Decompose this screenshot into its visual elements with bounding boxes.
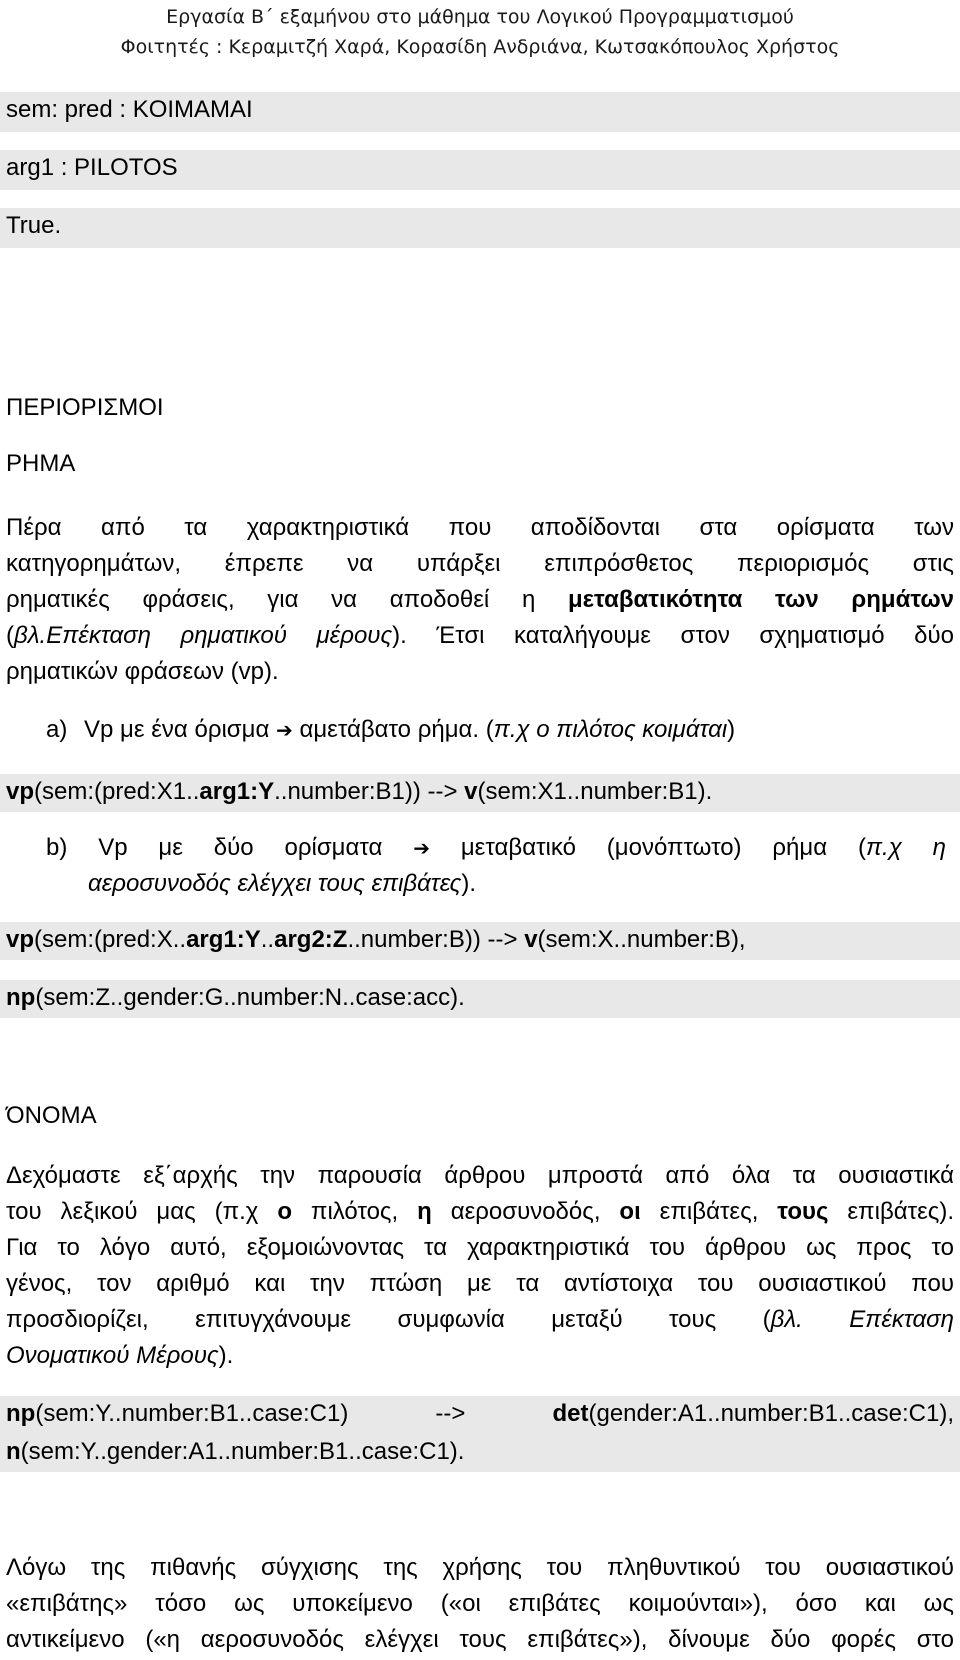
arrow-icon: ➔ (413, 836, 430, 860)
output-arg1-line: arg1 : PILOTOS (0, 150, 960, 190)
noun-paragraph-line-2: του λεξικού μας (π.χ ο πιλότος, η αεροσυνοδός, οι επιβάτες, τους επιβάτες). (6, 1198, 955, 1225)
noun-paragraph-line-4: γένος, τον αριθμό και την πτώση με τα αντίστοιχα του ουσιαστικού που (6, 1270, 954, 1297)
example-b-part-2: αεροσυνοδός ελέγχει τους επιβάτες (88, 870, 462, 897)
verb-paragraph-line-4: (βλ.Επέκταση ρηματικού μέρους). Έτσι καταλήγουμε στον σχηματισμό δύο (6, 622, 955, 649)
list-label-b: b) (46, 834, 68, 861)
noun-extension-reference-1: βλ. Επέκταση (770, 1306, 954, 1333)
course-title: Εργασία Β΄ εξαμήνου στο μάθημα του Λογικού Προγραμματισμού (166, 6, 794, 28)
verb-paragraph-line-5: ρηματικών φράσεων (vp). (6, 658, 279, 685)
output-result-line: True. (0, 208, 960, 248)
noun-paragraph-line-3: Για το λόγο αυτό, εξομοιώνοντας τα χαρακτηριστικά του άρθρου ως προς το (6, 1234, 954, 1261)
rule-vp-transitive-line-1: vp(sem:(pred:X..arg1:Y..arg2:Z..number:B)) --> v(sem:X..number:B), (0, 922, 960, 960)
verb-heading: ΡΗΜΑ (6, 450, 76, 477)
example-b-part-1: π.χ η (865, 834, 946, 861)
verb-paragraph-line-3: ρηματικές φράσεις, για να αποδοθεί η μεταβατικότητα των ρημάτων (6, 586, 955, 613)
document-header (0, 2, 960, 62)
output-sem-line: sem: pred : KOIMAMAI (0, 92, 960, 132)
noun-extension-reference-2: Ονοματικού Μέρους (6, 1342, 219, 1369)
students-line: Φοιτητές : Κεραμιτζή Χαρά, Κορασίδη Ανδριάνα, Κωτσακόπουλος Χρήστος (120, 36, 840, 58)
list-item-a: a) Vp με ένα όρισμα ➔ αμετάβατο ρήμα. (π.χ ο πιλότος κοιμάται) (46, 716, 736, 743)
verb-paragraph-line-2: κατηγορημάτων, έπρεπε να υπάρξει επιπρόσθετος περιορισμός στις (6, 550, 954, 577)
noun-paragraph-line-5: προσδιορίζει, επιτυγχάνουμε συμφωνία μεταξύ τους (βλ. Επέκταση (6, 1306, 954, 1333)
rule-np-line-1: np(sem:Y..number:B1..case:C1) --> det(gender:A1..number:B1..case:C1), (0, 1396, 960, 1434)
section-title-restrictions: ΠΕΡΙΟΡΙΣΜΟΙ (6, 394, 164, 421)
list-item-b-continued: αεροσυνοδός ελέγχει τους επιβάτες). (88, 870, 477, 897)
final-paragraph-line-2: «επιβάτης» τόσο ως υποκείμενο («οι επιβάτες κοιμούνται»), όσο και ως (6, 1590, 954, 1617)
rule-vp-transitive-line-2: np(sem:Z..gender:G..number:N..case:acc). (0, 980, 960, 1018)
rule-np-line-2: n(sem:Y..gender:A1..number:B1..case:C1). (0, 1434, 960, 1472)
verb-paragraph-line-1: Πέρα από τα χαρακτηριστικά που αποδίδονται στα ορίσματα των (6, 514, 954, 541)
list-item-b: b) Vp με δύο ορίσματα ➔ μεταβατικό (μονόπτωτο) ρήμα (π.χ η (46, 834, 946, 861)
noun-paragraph-line-1: Δεχόμαστε εξ΄αρχής την παρουσία άρθρου μπροστά από όλα τα ουσιαστικά (6, 1162, 954, 1189)
transitivity-emphasis: μεταβατικότητα των ρημάτων (567, 586, 955, 613)
final-paragraph-line-3: αντικείμενο («η αεροσυνοδός ελέγχει τους επιβάτες»), δίνουμε δύο φορές στο (6, 1626, 954, 1653)
list-label-a: a) (46, 716, 68, 743)
example-a: π.χ ο πιλότος κοιμάται (493, 716, 728, 743)
rule-vp-intransitive: vp(sem:(pred:X1..arg1:Y..number:B1)) --> v(sem:X1..number:B1). (0, 774, 960, 812)
noun-paragraph-line-6: Ονοματικού Μέρους). (6, 1342, 234, 1369)
final-paragraph-line-1: Λόγω της πιθανής σύγχισης της χρήσης του πληθυντικού του ουσιαστικού (6, 1554, 954, 1581)
verb-extension-reference: βλ.Επέκταση ρηματικού μέρους (14, 622, 393, 649)
noun-heading: ΌΝΟΜΑ (6, 1102, 97, 1129)
arrow-icon: ➔ (276, 718, 293, 742)
